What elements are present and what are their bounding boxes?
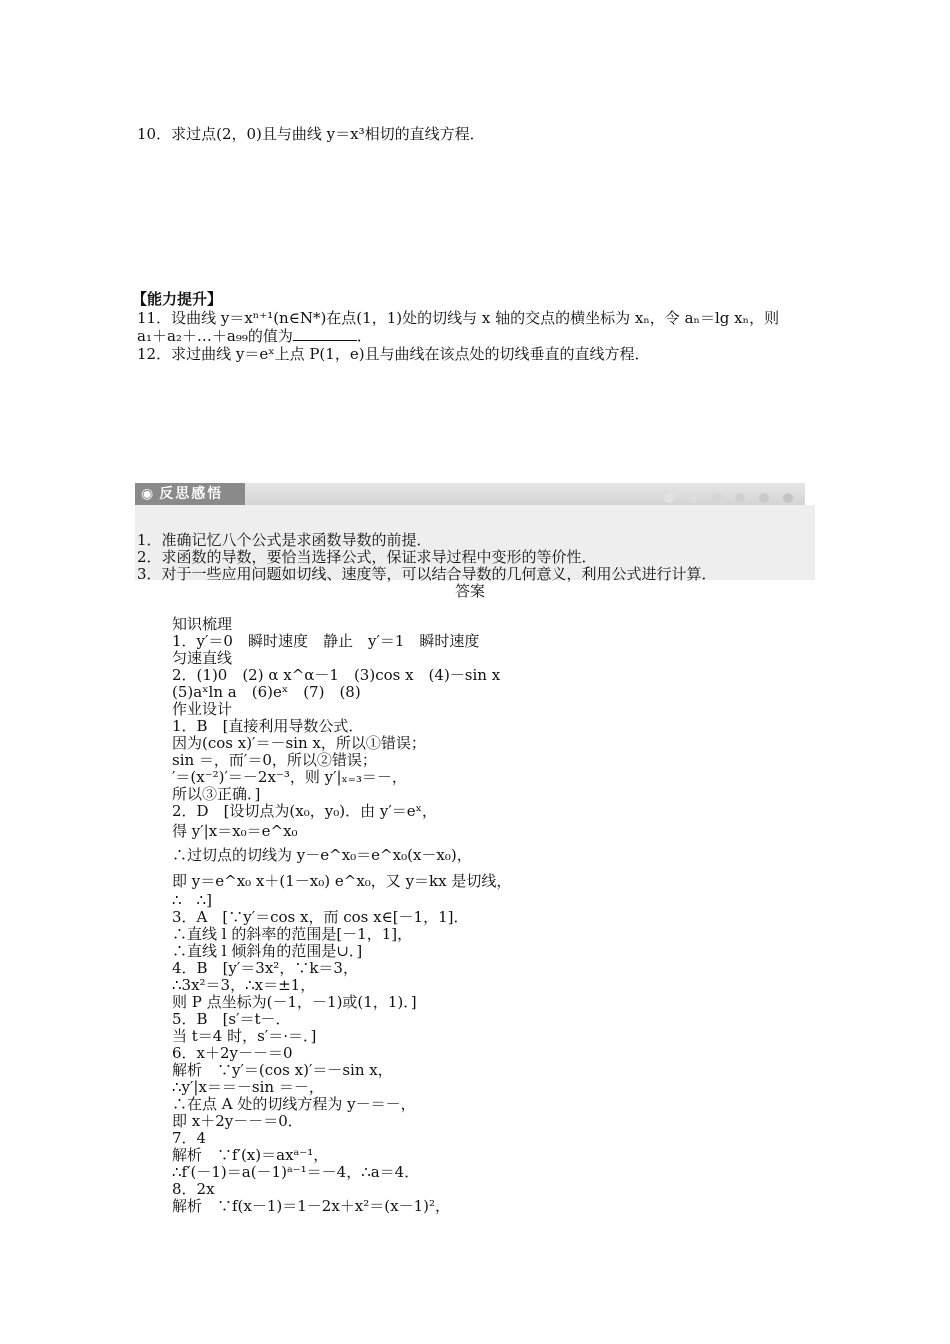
answer-line: 解析 ∵y′＝(cos x)′＝－sin x， <box>172 1061 393 1079</box>
ring-icon: ◉ <box>141 486 154 502</box>
answer-line: 当 t＝4 时，s′＝·＝．] <box>172 1027 317 1045</box>
answer-line: ∴3x²＝3，∴x＝±1， <box>172 976 316 994</box>
answer-line: 2．D [设切点为(x₀，y₀)．由 y′＝eˣ， <box>172 802 437 820</box>
answer-line: 作业设计 <box>172 700 233 718</box>
answer-line: 解析 ∵f′(x)＝axᵃ⁻¹， <box>172 1146 329 1164</box>
answer-line: ∴直线 l 的斜率的范围是[－1，1]， <box>172 925 413 943</box>
answer-line: ∴ ∴] <box>172 891 212 909</box>
answer-line: 3．A [∵y′＝cos x，而 cos x∈[－1，1]． <box>172 908 469 926</box>
answer-line: 即 x＋2y－－＝0． <box>172 1112 303 1130</box>
problem-12: 12．求过曲线 y＝eˣ上点 P(1，e)且与曲线在该点处的切线垂直的直线方程． <box>137 345 650 363</box>
answer-line: 8．2x <box>172 1180 215 1198</box>
answer-blank <box>293 328 357 341</box>
answer-line: 即 y＝e^x₀ x＋(1－x₀) e^x₀，又 y＝kx 是切线， <box>172 872 512 890</box>
dot-icon <box>759 493 769 503</box>
answer-line: 2．(1)0 (2) α x^α－1 (3)cos x (4)－sin x <box>172 666 501 684</box>
answer-line: 知识梳理 <box>172 615 233 633</box>
answer-line: 得 y′|x＝x₀＝e^x₀ <box>172 822 298 840</box>
answer-line: 则 P 点坐标为(－1，－1)或(1，1)．] <box>172 993 417 1011</box>
problem-11-line1: 11．设曲线 y＝xⁿ⁺¹(n∈N*)在点(1，1)处的切线与 x 轴的交点的横坐标为 xₙ，令 aₙ＝lg xₙ，则 <box>137 309 780 327</box>
dot-icon <box>688 493 698 503</box>
answers-title: 答案 <box>455 582 486 600</box>
dot-icon <box>735 493 745 503</box>
answer-line: ∴y′|x＝＝－sin ＝－， <box>172 1078 324 1096</box>
answer-line: 7．4 <box>172 1129 207 1147</box>
reflection-item-1: 1．准确记忆八个公式是求函数导数的前提． <box>137 531 432 549</box>
dot-icon <box>712 493 722 503</box>
dot-icon <box>783 493 793 503</box>
answer-line: ′＝(x⁻²)′＝－2x⁻³，则 y′|ₓ₌₃＝－， <box>172 768 407 786</box>
reflection-title: 反思感悟 <box>159 486 224 502</box>
reflection-banner <box>135 483 805 505</box>
answer-line: ∴直线 l 倾斜角的范围是∪．] <box>172 942 363 960</box>
answer-line: 4．B [y′＝3x²，∵k＝3， <box>172 959 358 977</box>
answer-line: 6．x＋2y－－＝0 <box>172 1044 293 1062</box>
section-title-ability: 【能力提升】 <box>132 290 223 308</box>
problem-11-text: a₁＋a₂＋…＋a₉₉的值为 <box>137 327 293 345</box>
problem-10: 10．求过点(2，0)且与曲线 y＝x³相切的直线方程． <box>137 125 485 143</box>
problem-11-end: ． <box>356 327 372 345</box>
answer-line: 1．y′＝0 瞬时速度 静止 y′＝1 瞬时速度 <box>172 632 480 650</box>
answer-line: ∴在点 A 处的切线方程为 y－＝－， <box>172 1095 416 1113</box>
answer-line: ∴f′(－1)＝a(－1)ᵃ⁻¹＝－4，∴a＝4． <box>172 1163 420 1181</box>
reflection-item-3: 3．对于一些应用问题如切线、速度等，可以结合导数的几何意义，利用公式进行计算． <box>137 565 717 583</box>
answer-line: sin ＝，而′＝0，所以②错误； <box>172 751 377 769</box>
answer-line: ∴过切点的切线为 y－e^x₀＝e^x₀(x－x₀)， <box>172 846 472 864</box>
reflection-item-2: 2．求函数的导数，要恰当选择公式，保证求导过程中变形的等价性． <box>137 548 597 566</box>
reflection-label <box>135 483 245 505</box>
answer-line: 1．B [直接利用导数公式． <box>172 717 364 735</box>
answer-line: 解析 ∵f(x－1)＝1－2x＋x²＝(x－1)²， <box>172 1197 450 1215</box>
answer-line: 因为(cos x)′＝－sin x，所以①错误； <box>172 734 426 752</box>
answer-line: 5．B [s′＝t－． <box>172 1010 291 1028</box>
answer-line: 匀速直线 <box>172 649 233 667</box>
answer-line: 所以③正确．] <box>172 785 261 803</box>
problem-11-line2 <box>137 327 372 345</box>
answer-line: (5)aˣln a (6)eˣ (7) (8) <box>172 683 361 701</box>
dot-icon <box>664 493 674 503</box>
